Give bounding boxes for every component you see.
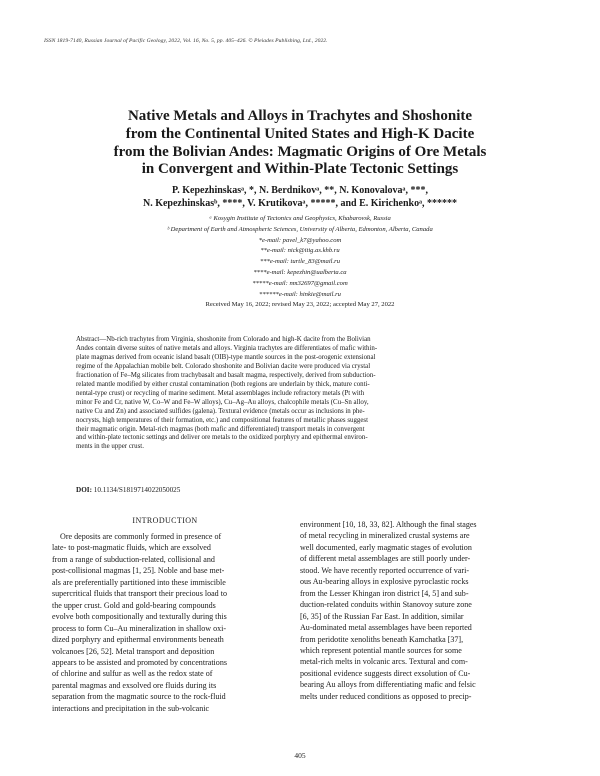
abstract-line: fractionation of Fe–Mg silicates from trachybasalt and basalt magma, respectively, derived from subduction- — [76, 371, 376, 379]
page-number: 405 — [294, 751, 306, 760]
body-line: from peridotite xenoliths beneath Kamchatka [37], — [300, 634, 464, 644]
email-line: ***e-mail: turtle_83@mail.ru — [259, 258, 341, 266]
body-line: of metal recycling in mineralized crustal systems are — [300, 531, 470, 541]
abstract-line: minor Fe and Cr, native W, Co–W and Fe–W alloys), Cu–Ag–Au alloys, chalcophile metals (Cu–Sn alloy, — [76, 398, 369, 406]
body-line: duction-related conduits within Stanovoy suture zone — [300, 600, 472, 610]
body-line: supercritical fluids that transport their precious load to — [52, 589, 227, 599]
body-line: interactions and precipitation in the sub-volcanic — [52, 703, 210, 713]
body-line: metal-rich melts in volcanic arcs. Textural and com- — [300, 657, 468, 667]
email-line: *****e-mail: nm32697@gmail.com — [252, 279, 348, 287]
body-line: the upper crust. Gold and gold-bearing compounds — [52, 600, 216, 610]
body-line: environment [10, 18, 33, 82]. Although the final stages — [300, 520, 477, 529]
abstract-line: regime of the Appalachian mobile belt. Colorado shoshonite and Bolivian dacite were produced via crystal — [76, 362, 371, 370]
email-line: ******e-mail: hinkie@mail.ru — [259, 290, 341, 298]
left-column — [52, 531, 302, 714]
doi-link[interactable]: 10.1134/S1819714022050025 — [93, 486, 181, 494]
body-line: process to form Cu–Au mineralization in shallow oxi- — [52, 623, 227, 633]
body-line: parental magmas and exsolved ore fluids during its — [52, 680, 217, 690]
body-line: of different metal assemblages are still poorly under- — [300, 554, 471, 564]
email-line: *e-mail: pavel_k7@yahoo.com — [258, 236, 342, 244]
body-line: Ore deposits are commonly formed in presence of — [52, 532, 222, 541]
body-line: which represent potential mantle sources for some — [300, 645, 462, 655]
abstract-line: native Cu and Zn) and associated sulfides (galena). Textural evidence (metals occur as inclusions in phe- — [76, 407, 365, 415]
body-line: als are preferentially partitioned into these immiscible — [52, 577, 226, 587]
author-line: P. Kepezhinskasᵃ, *, N. Berdnikovᵃ, **, N. Konovalovaᵃ, ***, — [172, 185, 428, 196]
body-line: well documented, early magmatic stages of evolution — [300, 542, 472, 552]
body-line: appears to be assisted and promoted by concentrations — [52, 657, 227, 667]
body-line: melts under reduced conditions as opposed to precip- — [300, 691, 472, 701]
body-line: from a range of subduction-related, collisional and — [52, 554, 215, 564]
abstract-line: related mantle modified by either crustal contamination (both regions are underlain by thick, mature conti- — [76, 380, 370, 388]
email-line: **e-mail: nick@itig.as.khb.ru — [260, 247, 340, 255]
body-line: evolve both compositionally and texturally during this — [52, 612, 227, 622]
body-line: volcanoes [26, 52]. Metal transport and deposition — [52, 646, 215, 656]
abstract-line: and within-plate tectonic settings and deliver ore metals to the oxidized porphyry and epithermal environ- — [76, 434, 368, 442]
abstract — [76, 336, 524, 452]
abstract-line: their magmatic origin. Metal-rich magmas (both mafic and differentiated) transport metals in convergent — [76, 425, 365, 433]
title-line: in Convergent and Within-Plate Tectonic Settings — [141, 161, 459, 178]
abstract-line: nental-type crust) or recycling of marine sediment. Metal assemblages include refractory metals (Pt with — [76, 389, 365, 397]
body-line: late- to post-magmatic fluids, which are exsolved — [52, 543, 211, 553]
author-list — [60, 184, 540, 210]
body-line: stood. We have recently reported occurrence of vari- — [300, 565, 469, 575]
article-title — [60, 108, 540, 179]
body-line: separation from the magmatic source to the rock-fluid — [52, 692, 226, 702]
affiliations — [40, 214, 560, 311]
body-line: post-collisional magmas [1, 25]. Noble and base met- — [52, 566, 225, 576]
body-line: ous Au-bearing alloys in explosive pyroclastic rocks — [300, 577, 469, 587]
author-line: N. Kepezhinskasᵇ, ****, V. Krutikovaᵃ, *****, and E. Kirichenkoᵃ, ****** — [142, 198, 458, 209]
journal-header: ISSN 1819-7140, Russian Journal of Pacific Geology, 2022, Vol. 16, No. 5, pp. 405–426. © Pleiades Publishing, Ltd., 2022. — [44, 38, 328, 44]
body-line: bearing Au alloys from differentiating mafic and felsic — [300, 680, 476, 690]
doi-label: DOI: — [76, 486, 92, 494]
doi — [76, 486, 180, 494]
abstract-line: Abstract—Nb-rich trachytes from Virginia, shoshonite from Colorado and high-K dacite from the Bolivian — [76, 336, 371, 343]
affiliation-line: ᵃ Kosygin Institute of Tectonics and Geophysics, Khabarovsk, Russia — [209, 215, 391, 222]
body-line: dized porphyry and epithermal environments beneath — [52, 635, 224, 645]
affiliation-line: ᵇ Department of Earth and Atmospheric Sciences, University of Alberta, Edmonton, Alberta, Canada — [167, 225, 433, 233]
body-line: from the Lesser Khingan iron district [4, 5] and sub- — [300, 588, 469, 598]
body-line: Au-dominated metal assemblages have been reported — [300, 623, 472, 633]
abstract-line: ments in the upper crust. — [76, 443, 144, 451]
title-line: from the Bolivian Andes: Magmatic Origins of Ore Metals — [113, 143, 487, 160]
abstract-line: Andes contain diverse suites of native metals and alloys. Virginia trachytes are differentiates of mafic within- — [76, 344, 378, 352]
abstract-line: nocrysts, high temperatures of their formation, etc.) and compositional features of metallic phases suggest — [76, 416, 369, 424]
right-column — [300, 519, 550, 702]
title-line: Native Metals and Alloys in Trachytes and Shoshonite — [127, 108, 473, 124]
email-line: ****e-mail: kepezhin@ualberta.ca — [253, 268, 347, 276]
received-dates: Received May 16, 2022; revised May 23, 2022; accepted May 27, 2022 — [205, 301, 395, 309]
abstract-line: plate magmas derived from oceanic island basalt (OIB)-type mantle sources in the post-orogenic extensional — [76, 353, 376, 361]
section-heading-introduction: INTRODUCTION — [132, 516, 198, 525]
body-line: [6, 35] of the Russian Far East. In addition, similar — [300, 611, 464, 621]
title-line: from the Continental United States and High-K Dacite — [125, 125, 475, 142]
body-line: of chlorine and sulfur as well as the redox state of — [52, 669, 213, 679]
body-line: positional evidence suggests direct exsolution of Cu- — [300, 668, 471, 678]
